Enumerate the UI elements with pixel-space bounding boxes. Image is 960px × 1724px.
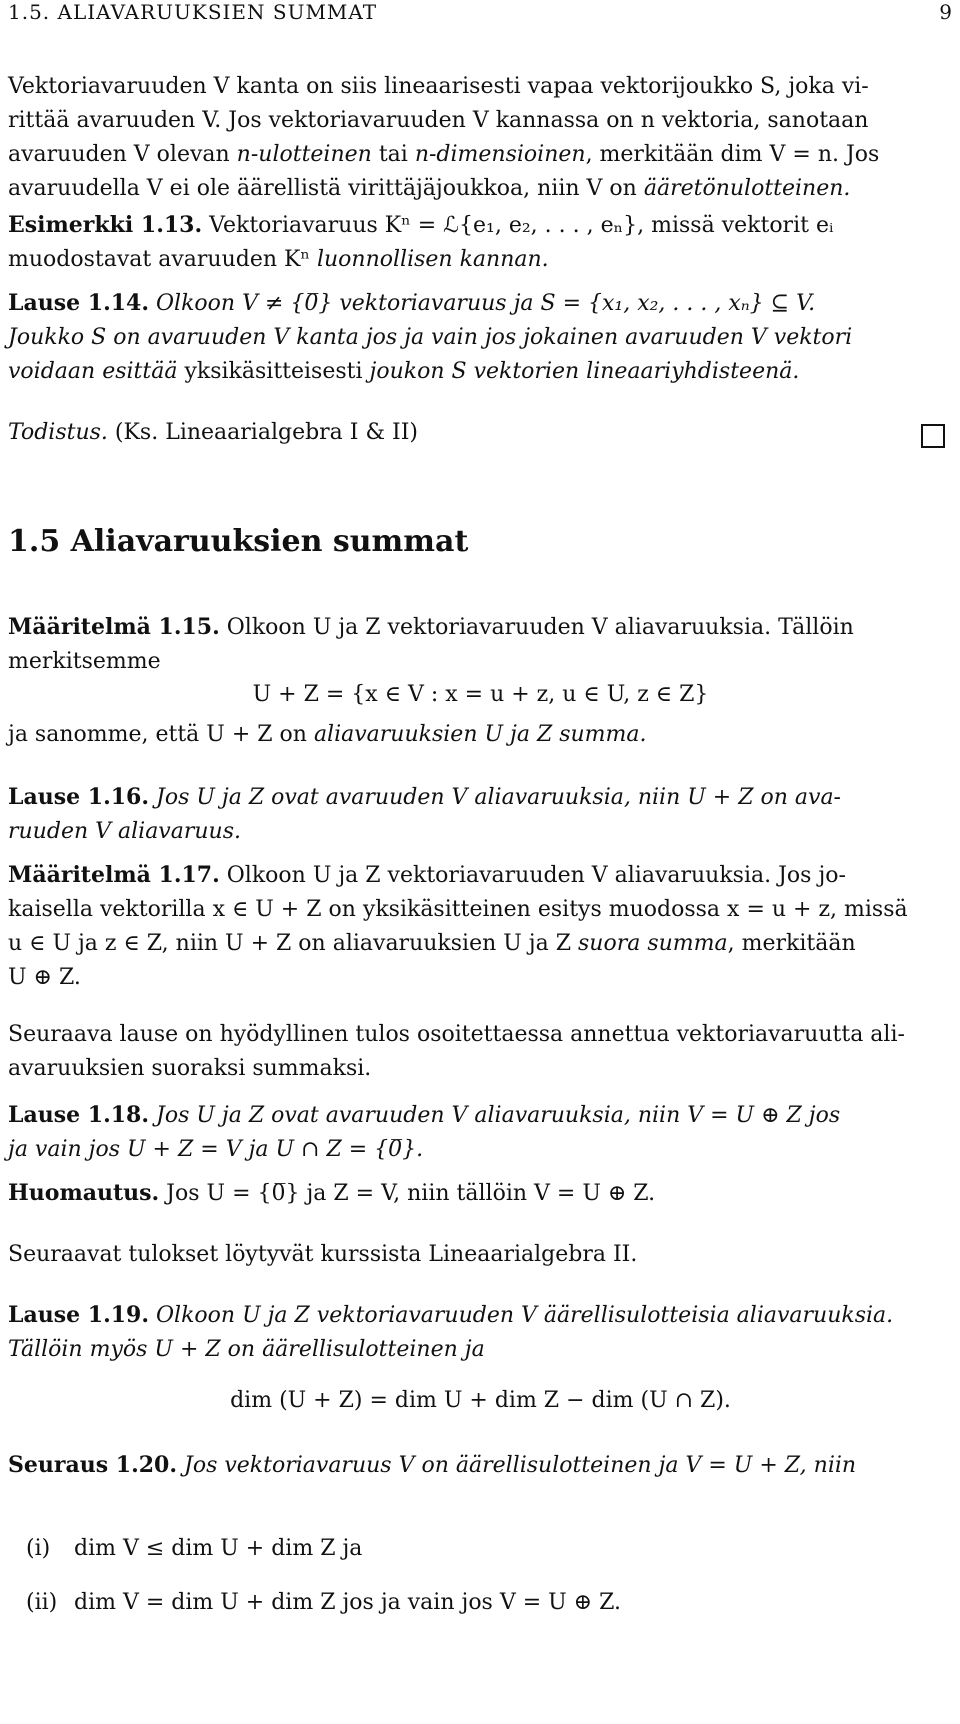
text-line: Esimerkki 1.13. Vektoriavaruus Kⁿ = ℒ{e₁, e₂, . . . , eₙ}, missä vektorit eᵢ: [8, 212, 834, 238]
formula-sum: U + Z = {x ∈ V : x = u + z, u ∈ U, z ∈ Z}: [252, 682, 709, 707]
text-line: U ⊕ Z.: [8, 965, 81, 990]
text-line: Lause 1.14. Olkoon V ≠ {0̅} vektoriavaruus ja S = {x₁, x₂, . . . , xₙ} ⊆ V.: [8, 290, 816, 316]
text-line: Joukko S on avaruuden V kanta jos ja vain jos jokainen avaruuden V vektori: [8, 325, 853, 350]
remark-label: Huomautus.: [8, 1180, 160, 1206]
definition-1-17: [8, 858, 953, 995]
theorem-label: Lause 1.16.: [8, 784, 150, 810]
text-line: muodostavat avaruuden Kⁿ luonnollisen kannan.: [8, 247, 549, 272]
text-line: Lause 1.19. Olkoon U ja Z vektoriavaruuden V äärellisulotteisia aliavaruuksia.: [8, 1302, 894, 1328]
corollary-label: Seuraus 1.20.: [8, 1452, 178, 1478]
header-title: 1.5. ALIAVARUUKSIEN SUMMAT: [8, 0, 378, 24]
text-line: Lause 1.18. Jos U ja Z ovat avaruuden V aliavaruuksia, niin V = U ⊕ Z jos: [8, 1102, 841, 1128]
proof: [8, 416, 953, 450]
text-line: Määritelmä 1.15. Olkoon U ja Z vektoriavaruuden V aliavaruuksia. Tällöin: [8, 614, 854, 640]
paragraph-3: Seuraavat tulokset löytyvät kurssista Lineaarialgebra II.: [8, 1242, 638, 1267]
example-1-13: [8, 208, 953, 277]
theorem-1-16: [8, 780, 953, 849]
text-line: kaisella vektorilla x ∈ U + Z on yksikäsitteinen esitys muodossa x = u + z, missä: [8, 897, 908, 922]
text-line: avaruuksien suoraksi summaksi.: [8, 1056, 372, 1081]
paragraph-2: [8, 1018, 953, 1086]
definition-label: Määritelmä 1.15.: [8, 614, 220, 640]
definition-label: Määritelmä 1.17.: [8, 862, 220, 888]
list-item: [26, 1536, 362, 1561]
formula-dimension: dim (U + Z) = dim U + dim Z − dim (U ∩ Z).: [230, 1388, 731, 1413]
theorem-label: Lause 1.19.: [8, 1302, 150, 1328]
proof-text: (Ks. Lineaarialgebra I & II): [107, 420, 419, 445]
text-line: Seuraava lause on hyödyllinen tulos osoitettaessa annettua vektoriavaruutta ali-: [8, 1022, 905, 1047]
text-line: Määritelmä 1.17. Olkoon U ja Z vektoriavaruuden V aliavaruuksia. Jos jo-: [8, 862, 846, 888]
definition-1-15-tail: ja sanomme, että U + Z on aliavaruuksien U ja Z summa.: [8, 722, 647, 747]
proof-label: Todistus.: [8, 420, 108, 445]
theorem-label: Lause 1.14.: [8, 290, 150, 316]
remark: Huomautus. Jos U = {0̅} ja Z = V, niin tällöin V = U ⊕ Z.: [8, 1180, 656, 1206]
intro-paragraph: [8, 70, 953, 206]
text-line: voidaan esittää yksikäsitteisesti joukon S vektorien lineaariyhdisteenä.: [8, 359, 800, 384]
text-line: Vektoriavaruuden V kanta on siis lineaarisesti vapaa vektorijoukko S, joka vi-: [8, 74, 869, 99]
corollary-1-20: Seuraus 1.20. Jos vektoriavaruus V on äärellisulotteinen ja V = U + Z, niin: [8, 1452, 857, 1478]
qed-box-icon: [921, 424, 945, 448]
text-line: ruuden V aliavaruus.: [8, 819, 241, 844]
running-header: [8, 0, 953, 24]
text-line: ja vain jos U + Z = V ja U ∩ Z = {0̅}.: [8, 1137, 424, 1162]
theorem-1-18: [8, 1098, 953, 1167]
text-line: rittää avaruuden V. Jos vektoriavaruuden V kannassa on n vektoria, sanotaan: [8, 108, 869, 133]
item-text: dim V = dim U + dim Z jos ja vain jos V = U ⊕ Z.: [74, 1590, 622, 1615]
example-label: Esimerkki 1.13.: [8, 212, 203, 238]
text-line: u ∈ U ja z ∈ Z, niin U + Z on aliavaruuksien U ja Z suora summa, merkitään: [8, 931, 856, 956]
text-line: avaruudella V ei ole äärellistä virittäjäjoukkoa, niin V on ääretönulotteinen.: [8, 176, 851, 201]
text-line: Tällöin myös U + Z on äärellisulotteinen ja: [8, 1337, 485, 1362]
item-text: dim V ≤ dim U + dim Z ja: [74, 1536, 363, 1561]
text-line: merkitsemme: [8, 649, 161, 674]
text-line: avaruuden V olevan n-ulotteinen tai n-dimensioinen, merkitään dim V = n. Jos: [8, 142, 880, 167]
page-number: 9: [939, 0, 953, 24]
item-label: (i): [26, 1536, 51, 1561]
list-item: [26, 1590, 621, 1615]
text-line: Lause 1.16. Jos U ja Z ovat avaruuden V aliavaruuksia, niin U + Z on ava-: [8, 784, 841, 810]
theorem-1-14: [8, 286, 953, 389]
section-heading: 1.5 Aliavaruuksien summat: [8, 524, 469, 559]
theorem-1-19: [8, 1298, 953, 1367]
item-label: (ii): [26, 1590, 58, 1615]
definition-1-15: [8, 610, 953, 679]
theorem-label: Lause 1.18.: [8, 1102, 150, 1128]
